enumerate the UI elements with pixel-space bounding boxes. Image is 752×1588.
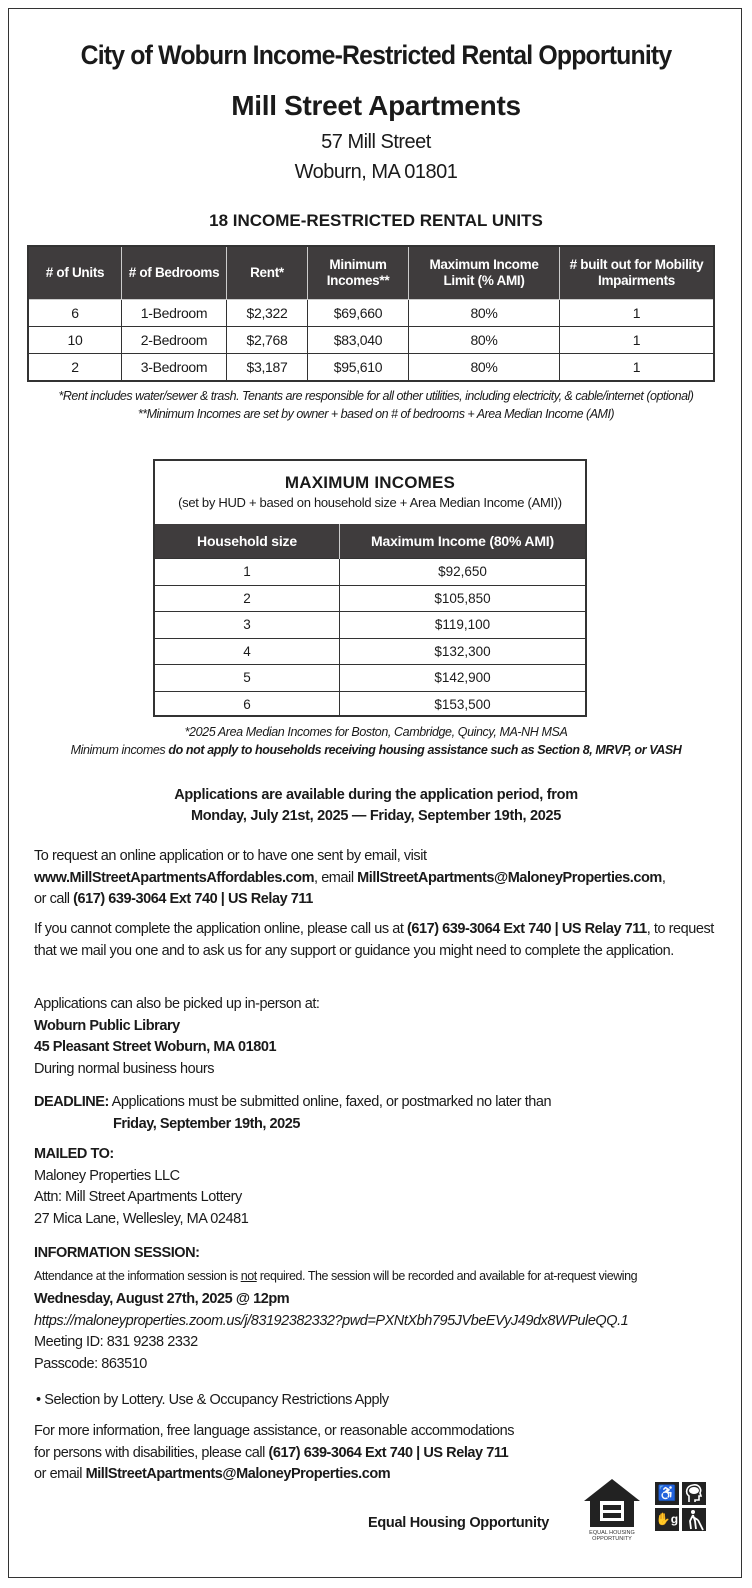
max-incomes-header: [155, 524, 585, 559]
table-row: [155, 585, 585, 612]
cell: 5: [155, 665, 340, 692]
cell: 2-Bedroom: [122, 327, 227, 354]
house-icon: [582, 1477, 642, 1541]
header-max-income-limit: Maximum Income Limit (% AMI): [409, 246, 560, 300]
pickup-location: Woburn Public Library: [34, 1017, 180, 1034]
info-session-datetime: Wednesday, August 27th, 2025 @ 12pm: [34, 1291, 290, 1307]
offline-text: , to request that we mail you one and to ask us for any support or guidance you might need to complete the application.: [34, 921, 714, 959]
cell: 1: [155, 559, 340, 586]
units-heading: 18 INCOME-RESTRICTED RENTAL UNITS: [209, 211, 543, 230]
pickup-address: 45 Pleasant Street Woburn, MA 01801: [34, 1039, 277, 1055]
info-session-note: [34, 1266, 724, 1288]
sign-language-icon: ✋g: [655, 1508, 679, 1531]
info-session-label: INFORMATION SESSION:: [34, 1245, 200, 1261]
phone-number[interactable]: (617) 639-3064 Ext 740 | US Relay 711: [406, 921, 647, 937]
table-row: [155, 612, 585, 639]
table-row: [155, 638, 585, 665]
cell: 1: [560, 354, 715, 382]
table-row: [28, 327, 714, 354]
application-period: [0, 785, 752, 827]
more-info-text: for persons with disabilities, please call: [34, 1444, 269, 1461]
mailed-to-line3: 27 Mica Lane, Wellesley, MA 02481: [34, 1210, 249, 1227]
address-line1: 57 Mill Street: [321, 131, 431, 153]
cell: 1-Bedroom: [122, 300, 227, 327]
cell: $69,660: [308, 300, 409, 327]
address-line2: Woburn, MA 01801: [294, 161, 458, 183]
table-row: [155, 665, 585, 692]
note-text: Attendance at the information session is: [34, 1268, 241, 1283]
cell: $95,610: [308, 354, 409, 382]
more-info-text: or email: [34, 1466, 86, 1482]
cell: $92,650: [340, 559, 586, 586]
lottery-bullet: [36, 1390, 726, 1412]
pickup-intro: Applications can also be picked up in-person at:: [34, 996, 320, 1012]
cell: 2: [28, 354, 122, 382]
cell: 6: [155, 691, 340, 717]
application-period-dates: Monday, July 21st, 2025 — Friday, September 19th, 2025: [190, 808, 562, 824]
phone-number[interactable]: (617) 639-3064 Ext 740 | US Relay 711: [268, 1444, 509, 1461]
cell: 3: [155, 612, 340, 639]
cell: 10: [28, 327, 122, 354]
cell: $142,900: [340, 665, 586, 692]
cell: $3,187: [227, 354, 308, 382]
cognitive-disability-icon: [682, 1482, 706, 1505]
pickup-section: [34, 994, 724, 1080]
cell: 3-Bedroom: [122, 354, 227, 382]
blind-cane-icon: [682, 1508, 706, 1531]
units-table-header: [28, 246, 714, 300]
header-rent: Rent*: [227, 246, 308, 300]
cell: $153,500: [340, 691, 586, 717]
offline-text: If you cannot complete the application online, please call us at: [34, 921, 407, 937]
accessibility-icons: [655, 1482, 707, 1532]
passcode: Passcode: 863510: [34, 1355, 147, 1372]
cell: $2,768: [227, 327, 308, 354]
mailed-to-line2: Attn: Mill Street Apartments Lottery: [34, 1189, 242, 1205]
cell: 4: [155, 638, 340, 665]
cell: 1: [560, 300, 715, 327]
deadline-label: DEADLINE:: [34, 1094, 109, 1110]
table-row: [28, 300, 714, 327]
phone-number[interactable]: (617) 639-3064 Ext 740 | US Relay 711: [73, 891, 313, 907]
meeting-id: Meeting ID: 831 9238 2332: [34, 1334, 198, 1350]
online-text: or call: [34, 891, 74, 907]
assistance-footnote-prefix: Minimum incomes: [70, 743, 169, 757]
offline-application-paragraph: [34, 919, 724, 962]
email-link[interactable]: MillStreetApartments@MaloneyProperties.com: [357, 869, 662, 886]
cell: $83,040: [308, 327, 409, 354]
rent-footnote: *Rent includes water/sewer & trash. Tenants are responsible for all other utilities, including electricity, & cable/internet (optional): [58, 389, 694, 403]
bullet-icon: •: [36, 1392, 41, 1408]
header-bedrooms: # of Bedrooms: [122, 246, 227, 300]
units-table: [27, 245, 715, 382]
max-incomes-table: [155, 524, 585, 717]
online-text: ,: [661, 869, 666, 886]
online-text: , email: [314, 869, 358, 886]
header-units: # of Units: [28, 246, 122, 300]
cell: 2: [155, 585, 340, 612]
deadline-date: Friday, September 19th, 2025: [113, 1115, 300, 1132]
equal-housing-logo: [582, 1477, 642, 1541]
deadline-section: [34, 1092, 724, 1135]
cell: 80%: [409, 300, 560, 327]
header-household-size: Household size: [155, 524, 340, 559]
min-income-footnote: **Minimum Incomes are set by owner + based on # of bedrooms + Area Median Income (AMI): [137, 407, 615, 421]
header-mobility: # built out for Mobility Impairments: [560, 246, 715, 300]
table-row: [155, 559, 585, 586]
table-row: [28, 354, 714, 382]
mailed-to-label: MAILED TO:: [34, 1146, 114, 1162]
cell: $119,100: [340, 612, 586, 639]
note-text: required. The session will be recorded and available for at-request viewing: [256, 1268, 638, 1283]
website-link[interactable]: www.MillStreetApartmentsAffordables.com: [34, 869, 315, 886]
lottery-text: Selection by Lottery. Use & Occupancy Restrictions Apply: [44, 1392, 389, 1408]
max-incomes-subtitle: (set by HUD + based on household size + Area Median Income (AMI)): [178, 495, 562, 510]
info-session-section: [34, 1243, 724, 1375]
note-underline: not: [240, 1268, 257, 1283]
mailed-to-line1: Maloney Properties LLC: [34, 1167, 180, 1184]
eho-logo-text: EQUAL HOUSING: [589, 1530, 635, 1536]
eho-logo-text: OPPORTUNITY: [592, 1536, 632, 1541]
cell: $2,322: [227, 300, 308, 327]
more-info-line1: For more information, free language assistance, or reasonable accommodations: [34, 1423, 515, 1439]
ami-footnote: *2025 Area Median Incomes for Boston, Cambridge, Quincy, MA-NH MSA: [184, 725, 568, 739]
assistance-footnote: [0, 743, 752, 757]
property-name: Mill Street Apartments: [231, 90, 521, 121]
wheelchair-icon: ♿: [655, 1482, 679, 1505]
mailed-to-section: [34, 1144, 724, 1230]
online-application-paragraph: [34, 846, 724, 911]
application-period-line1: Applications are available during the application period, from: [174, 787, 578, 803]
deadline-text: Applications must be submitted online, faxed, or postmarked no later than: [108, 1094, 552, 1110]
assistance-footnote-bold: do not apply to households receiving housing assistance such as Section 8, MRVP, or VASH: [168, 743, 682, 757]
header-max-income: Maximum Income (80% AMI): [340, 524, 586, 559]
header-min-income: Minimum Incomes**: [308, 246, 409, 300]
cell: 1: [560, 327, 715, 354]
email-link[interactable]: MillStreetApartments@MaloneyProperties.com: [85, 1466, 391, 1482]
max-incomes-title: MAXIMUM INCOMES: [284, 473, 456, 492]
zoom-link[interactable]: https://maloneyproperties.zoom.us/j/83192382332?pwd=PXNtXbh795JVbeEVyJ49dx8WPuleQQ.1: [34, 1312, 629, 1329]
pickup-hours: During normal business hours: [34, 1060, 215, 1077]
table-row: [155, 691, 585, 717]
max-incomes-box: [153, 459, 587, 717]
cell: $105,850: [340, 585, 586, 612]
page-title: City of Woburn Income-Restricted Rental Opportunity: [80, 40, 672, 70]
cell: 80%: [409, 354, 560, 382]
cell: 6: [28, 300, 122, 327]
cell: 80%: [409, 327, 560, 354]
online-text: To request an online application or to have one sent by email, visit: [34, 848, 427, 864]
cell: $132,300: [340, 638, 586, 665]
equal-housing-label: Equal Housing Opportunity: [368, 1515, 549, 1531]
more-info-section: [34, 1421, 724, 1486]
